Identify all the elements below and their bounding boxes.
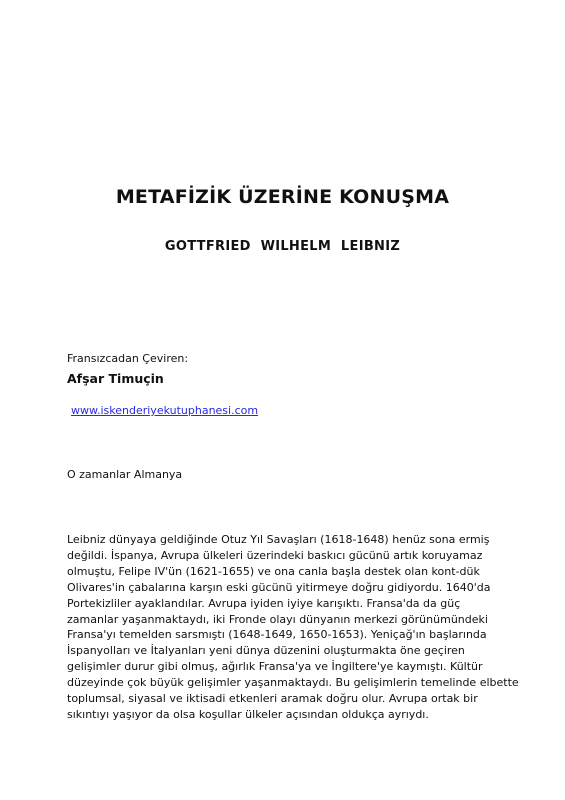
website-link[interactable]: www.iskenderiyekutuphanesi.com bbox=[71, 404, 259, 417]
paragraph-line: Leibniz dünyaya geldiğinde Otuz Yıl Savaşları (1618-1648) henüz sona ermiş bbox=[67, 533, 490, 546]
body-paragraph bbox=[67, 532, 519, 723]
paragraph-line: gelişimler durur gibi olmuş, ağırlık Fransa'ya ve İngiltere'ye kaymıştı. Kültür bbox=[67, 660, 483, 674]
paragraph-line: Fransa'yı temelden sarsmıştı (1648-1649, 1650-1653). Yeniçağ'ın başlarında bbox=[67, 628, 487, 642]
paragraph-line: sıkıntıyı yaşıyor da olsa koşullar ülkeler açısından oldukça ayrıydı. bbox=[67, 707, 429, 721]
document-title: METAFİZİK ÜZERİNE KONUŞMA bbox=[115, 186, 450, 208]
paragraph-line: zamanlar yaşanmaktaydı, iki Fronde olayı dünyanın merkezi görünümündeki bbox=[67, 612, 488, 626]
paragraph-line: değildi. İspanya, Avrupa ülkeleri üzerindeki baskıcı gücünü artık koruyamaz bbox=[67, 548, 483, 562]
paragraph-line: Olivares'in çabalarına karşın eski gücünü yitirmeye doğru gidiyordu. 1640'da bbox=[67, 580, 491, 594]
paragraph-line: düzeyinde çok büyük gelişimler yaşanmaktaydı. Bu gelişimlerin temelinde elbette bbox=[67, 676, 519, 690]
paragraph-line: Portekizliler ayaklandılar. Avrupa iyiden iyiye karışıktı. Fransa'da da güç bbox=[67, 596, 461, 610]
paragraph-line: olmuştu, Felipe IV'ün (1621-1655) ve ona canla başla destek olan kont-dük bbox=[67, 564, 480, 578]
translated-from-label: Fransızcadan Çeviren: bbox=[67, 352, 189, 365]
paragraph-line: toplumsal, siyasal ve iktisadi etkenleri aramak doğru olur. Avrupa ortak bir bbox=[67, 692, 478, 706]
author-name: GOTTFRIED WILHELM LEIBNIZ bbox=[164, 239, 401, 254]
section-heading: O zamanlar Almanya bbox=[67, 468, 183, 481]
translator-name: Afşar Timuçin bbox=[67, 371, 164, 386]
paragraph-line: İspanyolları ve İtalyanları yeni dünya düzenini oluşturmakta öne geçiren bbox=[67, 644, 465, 658]
